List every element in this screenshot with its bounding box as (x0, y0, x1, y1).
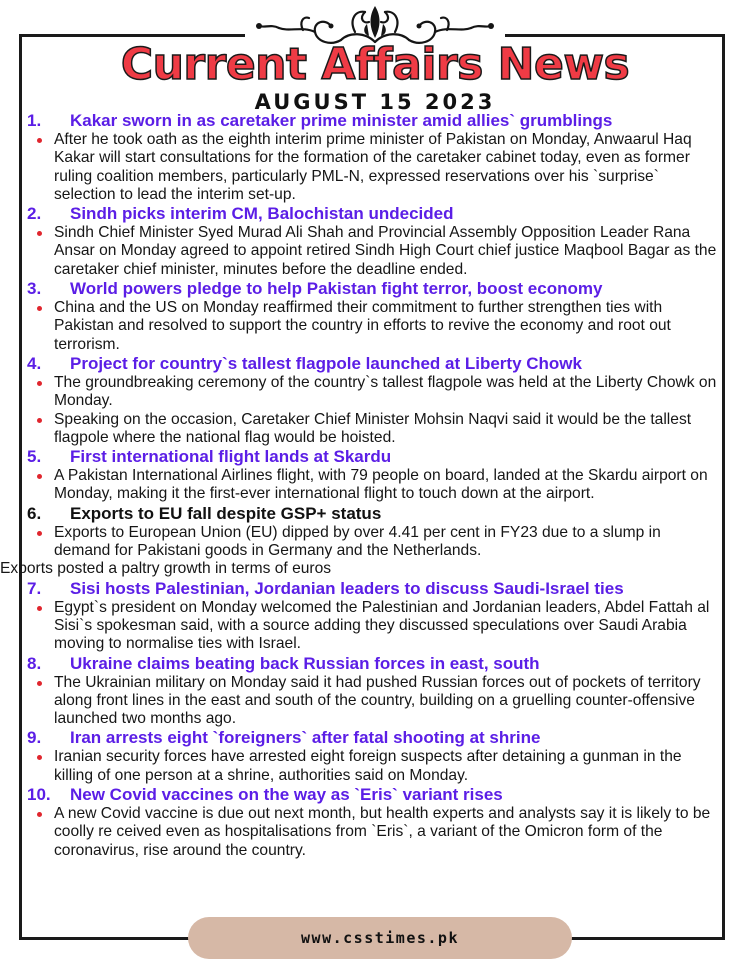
bullet-point: Sindh Chief Minister Syed Murad Ali Shah and Provincial Assembly Opposition Leader Rana Ansar on Monday agreed to appoint retired Sindh High Court chief justice Maqbool Bagar as the caretaker chief minister, minutes before the deadline ended. (27, 224, 717, 279)
item-number: 4. (27, 353, 42, 373)
headline-text: Ukraine claims beating back Russian forces in east, south (70, 653, 540, 673)
bullet-list (27, 805, 717, 860)
bullet-list (27, 599, 717, 654)
item-number: 6. (27, 503, 42, 523)
bullet-point: A Pakistan International Airlines flight, with 79 people on board, landed at the Skardu airport on Monday, making it the first-ever international flight to touch down at the airport. (27, 467, 717, 504)
headline-text: First international flight lands at Skardu (70, 447, 392, 467)
bullet-list (27, 674, 717, 729)
page-title: Current Affairs News (120, 39, 630, 90)
item-number: 2. (27, 204, 42, 224)
page-date: AUGUST 15 2023 (254, 90, 496, 114)
bullet-list (27, 748, 717, 785)
bullet-list (27, 224, 717, 279)
item-number: 9. (27, 728, 42, 748)
bullet-point: A new Covid vaccine is due out next month, but health experts and analysts say it is likely to be coolly re ceived even as hospitalisations from `Eris`, a variant of the Omicron form of the coronavirus, rise around the country. (27, 805, 717, 860)
news-item-9 (27, 728, 717, 785)
bullet-point: The Ukrainian military on Monday said it had pushed Russian forces out of pockets of territory along front lines in the east and south of the country, building on a gruelling counter-offensive launched two months ago. (27, 674, 717, 729)
news-heading (27, 728, 717, 748)
item-number: 8. (27, 653, 42, 673)
bullet-point: China and the US on Monday reaffirmed their commitment to further strengthen ties with Pakistan and resolved to support the country in efforts to revive the economy and root out terrorism. (27, 299, 717, 354)
news-heading (27, 111, 717, 131)
news-item-1 (27, 111, 717, 204)
news-item-5 (27, 447, 717, 504)
item-number: 3. (27, 279, 42, 299)
headline-text: Iran arrests eight `foreigners` after fatal shooting at shrine (70, 728, 541, 748)
headline-text: Project for country`s tallest flagpole launched at Liberty Chowk (70, 353, 582, 373)
news-heading (27, 654, 717, 674)
item-number: 5. (27, 447, 42, 467)
bullet-point: Exports to European Union (EU) dipped by over 4.41 per cent in FY23 due to a slump in demand for Pakistani goods in Germany and the Netherlands. (27, 524, 717, 561)
bullet-list (27, 467, 717, 504)
news-item-7 (27, 579, 717, 654)
news-heading (27, 447, 717, 467)
news-heading (27, 785, 717, 805)
extra-note: Exports posted a paltry growth in terms of euros (0, 560, 332, 578)
news-heading (27, 354, 717, 374)
bullet-point: Speaking on the occasion, Caretaker Chief Minister Mohsin Naqvi said it would be the tallest flagpole where the national flag would be hoisted. (27, 411, 717, 448)
bullet-point: The groundbreaking ceremony of the country`s tallest flagpole was held at the Liberty Chowk on Monday. (27, 374, 717, 411)
news-item-3 (27, 279, 717, 354)
news-heading (27, 279, 717, 299)
bullet-list (27, 524, 717, 561)
bullet-list (27, 299, 717, 354)
news-heading (27, 504, 717, 524)
bullet-point: Egypt`s president on Monday welcomed the Palestinian and Jordanian leaders, Abdel Fattah al Sisi`s spokesman said, with a source adding they discussed speculations over Saudi Arabia moving to normalise ties with Israel. (27, 599, 717, 654)
news-item-8 (27, 654, 717, 729)
headline-text: World powers pledge to help Pakistan fight terror, boost economy (70, 279, 603, 299)
website-url-link[interactable]: www.csstimes.pk (188, 917, 572, 959)
news-item-4 (27, 354, 717, 447)
item-number: 10. (27, 785, 51, 805)
bullet-list (27, 374, 717, 447)
headline-text: New Covid vaccines on the way as `Eris` variant rises (70, 785, 503, 805)
bullet-point: Iranian security forces have arrested eight foreign suspects after detaining a gunman in the killing of one person at a shrine, authorities said on Monday. (27, 748, 717, 785)
news-list (0, 111, 717, 860)
news-heading (27, 579, 717, 599)
item-number: 7. (27, 578, 42, 598)
headline-text: Sisi hosts Palestinian, Jordanian leaders to discuss Saudi-Israel ties (70, 578, 624, 598)
bullet-list (27, 131, 717, 204)
headline-text: Kakar sworn in as caretaker prime minister amid allies` grumblings (70, 111, 613, 130)
news-item-2 (27, 204, 717, 279)
news-item-10 (27, 785, 717, 860)
news-heading (27, 204, 717, 224)
bullet-point: After he took oath as the eighth interim prime minister of Pakistan on Monday, Anwaarul Haq Kakar will start consultations for the formation of the caretaker cabinet today, even as former ruling coalition members, particularly PML-N, expressed reservations over his `surprise` selection to lead the interim set-up. (27, 131, 717, 204)
headline-text: Exports to EU fall despite GSP+ status (70, 503, 382, 523)
item-number: 1. (27, 111, 42, 130)
news-item-6 (0, 503, 717, 579)
headline-text: Sindh picks interim CM, Balochistan undecided (70, 204, 454, 224)
